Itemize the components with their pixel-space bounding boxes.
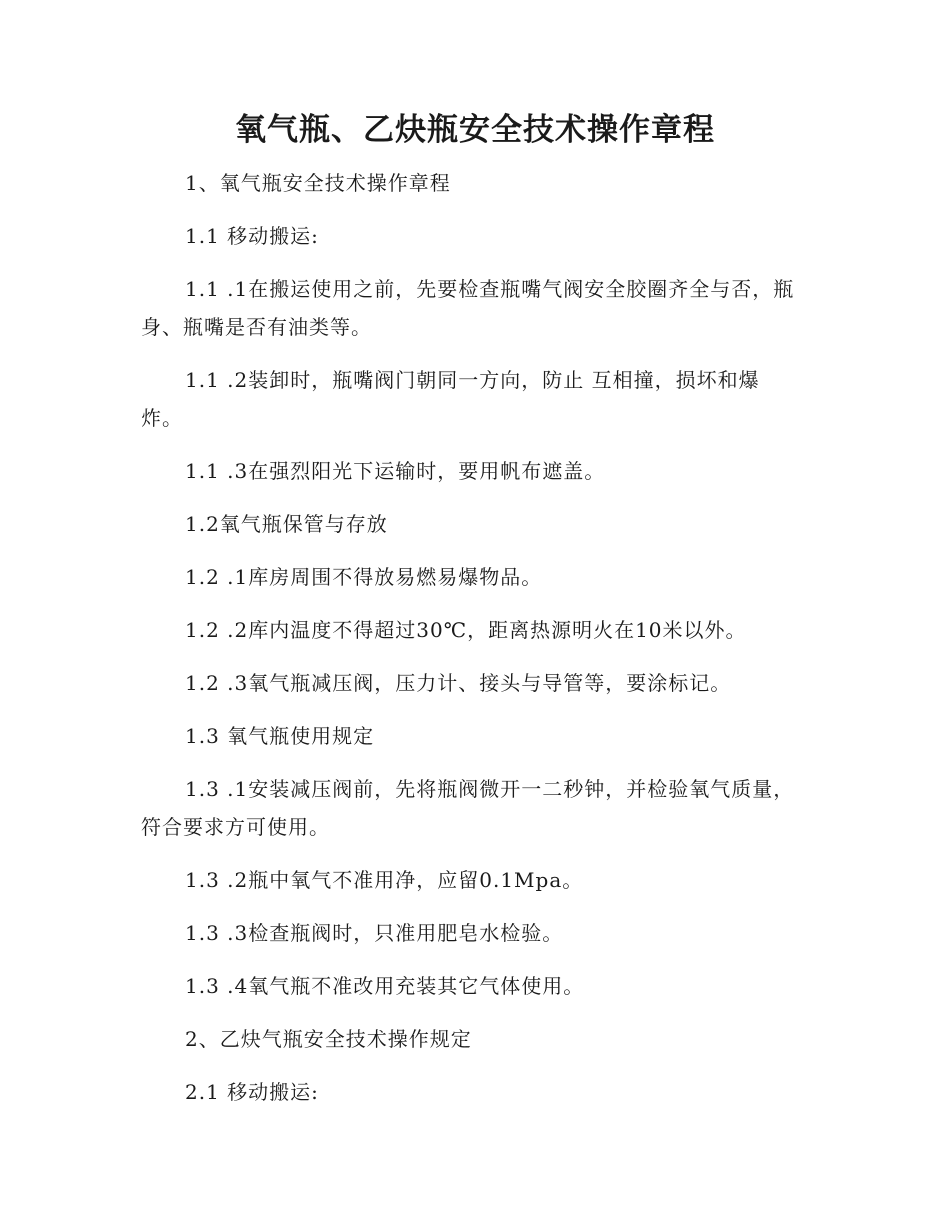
paragraph-1: 1、氧气瓶安全技术操作章程 bbox=[185, 171, 451, 195]
paragraph-9: 1.2 .3氧气瓶减压阀，压力计、接头与导管等，要涂标记。 bbox=[185, 671, 732, 695]
paragraph-8: 1.2 .2库内温度不得超过30℃，距离热源明火在10米以外。 bbox=[185, 618, 747, 642]
paragraph-14: 1.3 .4氧气瓶不准改用充装其它气体使用。 bbox=[185, 974, 585, 998]
paragraph-13: 1.3 .3检查瓶阀时，只准用肥皂水检验。 bbox=[185, 921, 564, 945]
paragraph-3: 1.1 .1在搬运使用之前，先要检查瓶嘴气阀安全胶圈齐全与否，瓶身、瓶嘴是否有油类等。 bbox=[141, 277, 795, 339]
paragraph-16: 2.1 移动搬运: bbox=[185, 1080, 319, 1104]
paragraph-12: 1.3 .2瓶中氧气不准用净，应留0.1Mpa。 bbox=[185, 868, 584, 892]
paragraph-6: 1.2氧气瓶保管与存放 bbox=[185, 512, 388, 536]
paragraph-5: 1.1 .3在强烈阳光下运输时，要用帆布遮盖。 bbox=[185, 459, 606, 483]
paragraph-2: 1.1 移动搬运: bbox=[185, 224, 319, 248]
document-body bbox=[141, 164, 801, 1126]
document-title: 氧气瓶、乙炔瓶安全技术操作章程 bbox=[235, 112, 715, 148]
paragraph-15: 2、乙炔气瓶安全技术操作规定 bbox=[185, 1027, 472, 1051]
paragraph-11: 1.3 .1安装减压阀前，先将瓶阀微开一二秒钟，并检验氧气质量，符合要求方可使用。 bbox=[141, 777, 795, 839]
paragraph-4: 1.1 .2装卸时，瓶嘴阀门朝同一方向，防止 互相撞，损坏和爆炸。 bbox=[141, 368, 760, 430]
paragraph-10: 1.3 氧气瓶使用规定 bbox=[185, 724, 375, 748]
paragraph-7: 1.2 .1库房周围不得放易燃易爆物品。 bbox=[185, 565, 543, 589]
